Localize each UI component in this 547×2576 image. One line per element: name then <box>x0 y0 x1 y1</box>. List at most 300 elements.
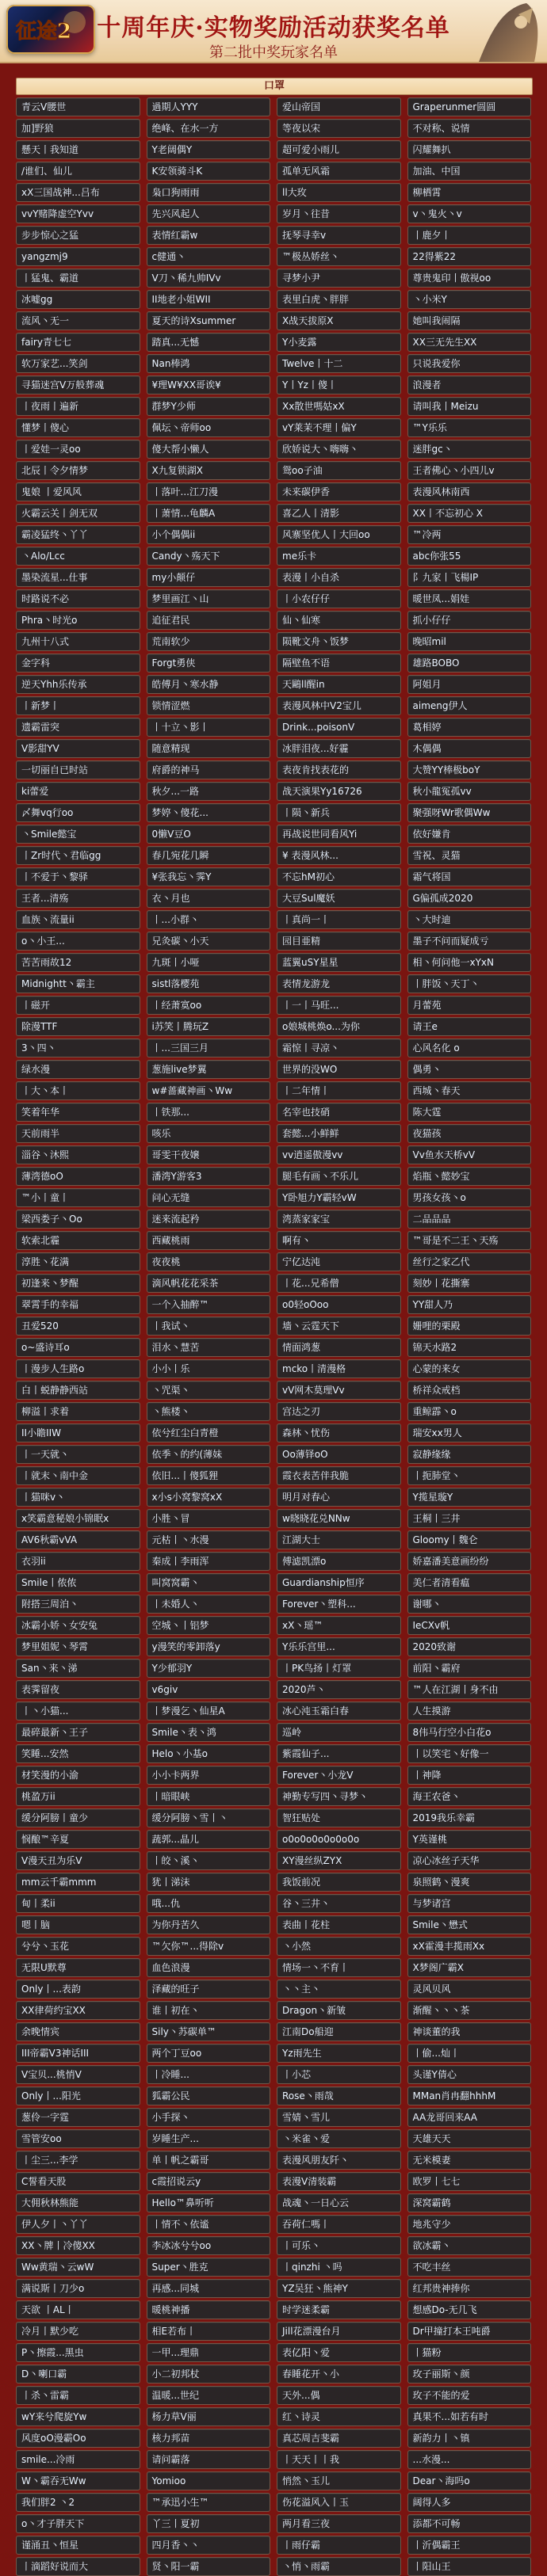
winner-name-cell: 丨未婚人丶 <box>147 1595 271 1614</box>
winner-name-cell: XX丶牌丨冷傻XX <box>16 2236 140 2255</box>
winner-name-cell: 群梦Y少师 <box>147 397 271 416</box>
svg-text:征途2: 征途2 <box>16 20 72 44</box>
winner-name-cell: ™承迅小生™ <box>147 2493 271 2512</box>
winner-name-cell: 衣丶月也 <box>147 889 271 908</box>
winner-name-cell: 只说我爱你 <box>407 354 532 373</box>
winner-name-cell: D丶喇口霸 <box>16 2365 140 2384</box>
winner-name-cell: 丨十立丶影丨 <box>147 718 271 737</box>
winner-name-cell: 淳胜丶花满 <box>16 1252 140 1271</box>
winner-name-cell: 元枯丨丶水漫 <box>147 1530 271 1549</box>
winner-name-cell: 悯酿™辛夏 <box>16 1830 140 1849</box>
winner-name-cell: vY莱茉不理丨偏Y <box>277 418 401 437</box>
winner-name-cell: 表漫V清装霸 <box>277 2172 401 2191</box>
section-header-mask: 口罩 <box>16 78 533 95</box>
winner-name-cell: 丨冷睡... <box>147 2065 271 2084</box>
winner-name-cell: 哥雯干夜嬢 <box>147 1145 271 1164</box>
winner-name-cell: 梦里画江丶山 <box>147 589 271 608</box>
winner-name-cell: 最碎最新丶王子 <box>16 1723 140 1742</box>
winner-name-cell: 吞荷仁嗎丨 <box>277 2215 401 2234</box>
winner-name-cell: 〆舞vq行oo <box>16 803 140 822</box>
winner-name-cell: 木偶偶 <box>407 739 532 758</box>
winner-name-cell: 寻猫迷宫V万般葬魂 <box>16 375 140 394</box>
winner-name-cell: X九复锁湖X <box>147 461 271 480</box>
winner-name-cell: XX律荷约宝XX <box>16 2001 140 2020</box>
winner-name-cell: 佩坛丶帝师oo <box>147 418 271 437</box>
winner-name-cell: 霞衣表苦伴我脆 <box>277 1466 401 1485</box>
winner-name-cell: V影甜YV <box>16 739 140 758</box>
winner-name-cell: 核力邦苗 <box>147 2429 271 2448</box>
winner-name-cell: 丨qinzhi 丶吗 <box>277 2258 401 2277</box>
winner-name-cell: 未来碳伊香 <box>277 482 401 501</box>
winner-name-cell: 霸凌猛终丶丫丫 <box>16 525 140 544</box>
winner-name-cell: 丶丶主丶 <box>277 1980 401 1999</box>
winner-name-cell: 神谈董的我 <box>407 2022 532 2041</box>
winner-name-cell: v丶鬼火丶v <box>407 204 532 223</box>
winner-name-cell: 除漫TTF <box>16 1017 140 1036</box>
winner-name-cell: Only丨...表韵 <box>16 1980 140 1999</box>
winner-name-cell: 步步惊心之猛 <box>16 226 140 245</box>
winner-name-cell: AA龙哥回来AA <box>407 2108 532 2127</box>
winner-name-cell: 添都不可畅 <box>407 2514 532 2533</box>
winner-name-cell: 两个丁豆oo <box>147 2044 271 2063</box>
winner-name-cell: Yz雨先生 <box>277 2044 401 2063</box>
winner-name-cell: 丨夜雨丨遍新 <box>16 397 140 416</box>
winner-name-cell: 丨落叶...江刀漫 <box>147 482 271 501</box>
winner-name-cell: o~盛诗耳o <box>16 1338 140 1357</box>
winner-name-cell: XY漫丝纵ZYX <box>277 1851 401 1870</box>
winner-name-cell: 懂梦丨傻心 <box>16 418 140 437</box>
winner-name-cell: 丶悄丶雨霸 <box>277 2557 401 2576</box>
winner-name-cell: 世界的没WO <box>277 1060 401 1079</box>
winner-name-cell: 无米模妻 <box>407 2151 532 2170</box>
winner-name-cell: 谁丨初在丶 <box>147 2001 271 2020</box>
winner-name-cell: 丨猫粉 <box>407 2343 532 2362</box>
winner-name-cell: 甸丨柔ii <box>16 1894 140 1913</box>
winner-name-cell: ™极丛娇丝丶 <box>277 247 401 266</box>
winner-name-cell: 九斑丨小哑 <box>147 953 271 972</box>
winner-name-cell: 梦里姐妮丶琴霄 <box>16 1637 140 1656</box>
winner-name-cell: 寻梦小尹 <box>277 269 401 288</box>
winner-name-cell: wY来兮爬旋Yw <box>16 2407 140 2426</box>
winner-name-cell: 欣娇说大丶嗨嗨丶 <box>277 440 401 459</box>
winner-name-cell: vv逍遥傲漫vv <box>277 1145 401 1164</box>
winner-name-cell: 泉照鹤丶漫爽 <box>407 1873 532 1892</box>
winner-name-cell: II小瞻IIW <box>16 1423 140 1442</box>
winner-name-cell: mm云千霸mmm <box>16 1873 140 1892</box>
winner-name-cell: 新韵力丨丶镇 <box>407 2429 532 2448</box>
winner-name-cell: 表霁留夜 <box>16 1680 140 1699</box>
winner-name-cell: 柳栖霄 <box>407 183 532 202</box>
winner-name-cell: 丨可乐丶 <box>277 2236 401 2255</box>
winner-name-cell: Graperunmer圆圆 <box>407 97 532 116</box>
winner-name-cell: 丨PK鸟扬丨灯罩 <box>277 1659 401 1678</box>
winner-name-cell: X战天拔原X <box>277 311 401 330</box>
winner-name-cell: 依兮红尘白青橙 <box>147 1423 271 1442</box>
winner-name-cell: 美仁者清看瘟 <box>407 1573 532 1592</box>
winner-name-cell: 欲冰霸丶 <box>407 2236 532 2255</box>
winner-name-cell: 园目亜精 <box>277 932 401 951</box>
winner-name-cell: Gloomy丨魏仑 <box>407 1530 532 1549</box>
header-banner <box>0 0 547 63</box>
winner-name-cell: 丨尘三...李学 <box>16 2151 140 2170</box>
winner-name-cell: 淄谷丶沐熙 <box>16 1145 140 1164</box>
winner-name-cell: 加油、中国 <box>407 162 532 181</box>
winner-name-cell: 丨梦漫乞丶仙星A <box>147 1701 271 1721</box>
winner-name-cell: 秦成丨李雨浑 <box>147 1552 271 1571</box>
winner-name-cell: 神勤专写四丶寻梦丶 <box>277 1787 401 1806</box>
winner-name-cell: ™Y乐乐 <box>407 418 532 437</box>
winner-name-cell: 玫子不能的爱 <box>407 2386 532 2405</box>
winner-name-cell: 心风名化 o <box>407 1038 532 1057</box>
winner-name-cell: 风寨坚优人丨大回oo <box>277 525 401 544</box>
winner-name-cell: 丨杀丶雷霸 <box>16 2386 140 2405</box>
winner-name-cell: 丨爱娃一灵oo <box>16 440 140 459</box>
winner-name-cell: 丨皎丶溪丶 <box>147 1851 271 1870</box>
winner-name-cell: 灵风贝风 <box>407 1980 532 1999</box>
winner-name-cell: 過期人YYY <box>147 97 271 116</box>
winner-name-cell: 九州十八式 <box>16 632 140 651</box>
winner-name-cell: K安领骑斗K <box>147 162 271 181</box>
winner-name-cell: 犹丨涕沫 <box>147 1873 271 1892</box>
winner-name-cell: 问心无缝 <box>147 1188 271 1207</box>
winner-name-cell: o0o0o0o0o0o0o <box>277 1830 401 1849</box>
winner-name-cell: 随意精现 <box>147 739 271 758</box>
winner-name-cell: 空城丶丨铝梦 <box>147 1616 271 1635</box>
winner-name-cell: 尊贵鬼印丨傲视oo <box>407 269 532 288</box>
winner-name-cell: 雄路BOBO <box>407 654 532 673</box>
winner-name-cell: 地兆守少 <box>407 2215 532 2234</box>
winner-name-cell: 仙丶仙寒 <box>277 611 401 630</box>
winner-name-cell: 爱山帝国 <box>277 97 401 116</box>
winner-name-cell: 丨胖饭丶天丁丶 <box>407 974 532 993</box>
winner-name-cell: ™人在江湖丨身不由 <box>407 1680 532 1699</box>
winner-name-cell: 丨小农仔仔 <box>277 589 401 608</box>
winner-name-cell: 丨暗眼峡 <box>147 1787 271 1806</box>
winner-name-cell: Dear丶海吗o <box>407 2471 532 2490</box>
winner-name-cell: 懸天丨我知道 <box>16 140 140 159</box>
winner-name-cell: 再战说世同看风Yi <box>277 825 401 844</box>
winner-name-cell: 依季丶的约(薄妹 <box>147 1445 271 1464</box>
winner-name-cell: 潘湾Y游客3 <box>147 1167 271 1186</box>
winner-name-cell: 丨一丨马旺... <box>277 996 401 1015</box>
winner-name-cell: 丶熊楼丶 <box>147 1402 271 1421</box>
winner-name-cell: 丨丶小猫... <box>16 1701 140 1721</box>
winner-name-cell: v6giv <box>147 1680 271 1699</box>
winner-name-cell: 啊有丶 <box>277 1231 401 1250</box>
winner-name-cell: 丨真尚一丨 <box>277 910 401 929</box>
winner-name-cell: 兄灸碳丶小天 <box>147 932 271 951</box>
winner-name-cell: Helo丶小基o <box>147 1744 271 1763</box>
winner-name-cell: 大佣秋林熊能 <box>16 2193 140 2212</box>
winner-name-cell: 府爵的神马 <box>147 760 271 779</box>
winner-name-cell: 嗯丨脑 <box>16 1915 140 1934</box>
winner-name-cell: P丶擦霞...黑虫 <box>16 2343 140 2362</box>
winner-name-cell: YZ吴狂丶熊神Y <box>277 2279 401 2298</box>
winner-name-cell: Y丨Yz丨傻丨 <box>277 375 401 394</box>
winner-name-cell: 丶Smile懿宝 <box>16 825 140 844</box>
winner-name-cell: sistl落樱苑 <box>147 974 271 993</box>
winner-name-cell: Vv鱼水天桥vV <box>407 1145 532 1164</box>
winner-name-cell: 真果不...如若有时 <box>407 2407 532 2426</box>
winner-name-cell: xX霍漫丰揽雨Xx <box>407 1937 532 1956</box>
winner-name-cell: 焰瓶丶懿妙宝 <box>407 1167 532 1186</box>
winner-name-cell: 寂静缘缘 <box>407 1445 532 1464</box>
winner-name-cell: 材笑漫的小渝 <box>16 1766 140 1785</box>
winner-name-cell: Y英谨桃 <box>407 1830 532 1849</box>
winner-name-cell: XX三无先生XX <box>407 333 532 352</box>
winner-name-cell: abc你张55 <box>407 547 532 566</box>
winner-name-cell: 葱伶一字霆 <box>16 2108 140 2127</box>
winner-name-cell: me乐卡 <box>277 547 401 566</box>
winner-name-cell: Y卧旭力Y霸轻vW <box>277 1188 401 1207</box>
winner-name-cell: 梁西娄子丶Oo <box>16 1210 140 1229</box>
winner-name-cell: 小个偶偶ii <box>147 525 271 544</box>
winner-name-cell: 天欲 丨AL丨 <box>16 2300 140 2319</box>
winner-name-cell: 聚强呀Wr歌偶Ww <box>407 803 532 822</box>
winner-name-cell: xX丶瑶™ <box>277 1616 401 1635</box>
winner-name-cell: 姗哩的栗殿 <box>407 1317 532 1336</box>
winner-name-cell: 丫三丨夏初 <box>147 2514 271 2533</box>
winner-name-cell: 表漫风林中V2宝儿 <box>277 696 401 715</box>
winner-name-cell: 兮兮丶玉花 <box>16 1937 140 1956</box>
winner-name-cell: 与梦诸宫 <box>407 1894 532 1913</box>
winner-name-cell: 时学迷柔霸 <box>277 2300 401 2319</box>
winner-name-cell: 前阳丶霸府 <box>407 1659 532 1678</box>
winner-name-cell: c健通丶 <box>147 247 271 266</box>
winner-name-cell: ™哥是不二王丶天殇 <box>407 1231 532 1250</box>
winner-name-cell: 抓小仔仔 <box>407 611 532 630</box>
winner-name-cell: vV网木莫理Vv <box>277 1381 401 1400</box>
winner-name-cell: 笑睡...安然 <box>16 1744 140 1763</box>
winner-name-cell: ™小丨童丨 <box>16 1188 140 1207</box>
winner-name-cell: 夜夜桃 <box>147 1252 271 1271</box>
winner-name-cell: Y小麦露 <box>277 333 401 352</box>
winner-name-cell: Ww黄瑞丶云wW <box>16 2258 140 2277</box>
winner-name-cell: 表曲丨花柱 <box>277 1915 401 1934</box>
winners-grid <box>16 97 531 2576</box>
winner-name-cell: 鸳oo子油 <box>277 461 401 480</box>
winner-name-cell: IeCXv帆 <box>407 1616 532 1635</box>
winner-name-cell: 青云V腰世 <box>16 97 140 116</box>
winner-name-cell: AV6秋霸vVA <box>16 1530 140 1549</box>
winner-name-cell: 头谨Y倩心 <box>407 2065 532 2084</box>
winner-name-cell: i苏笑丨腾玩Z <box>147 1017 271 1036</box>
winner-name-cell: 温暖...世纪 <box>147 2386 271 2405</box>
winner-name-cell: 泽藏的旺子 <box>147 1980 271 1999</box>
winner-name-cell: 遗霸雷突 <box>16 718 140 737</box>
winner-name-cell: Forgt勇侠 <box>147 654 271 673</box>
winner-name-cell: 丨小芯 <box>277 2065 401 2084</box>
winner-name-cell: 霜气将国 <box>407 867 532 886</box>
winner-name-cell: 丑爱520 <box>16 1317 140 1336</box>
winner-name-cell: 两月看三夜 <box>277 2514 401 2533</box>
winner-name-cell: 追征君民 <box>147 611 271 630</box>
winner-name-cell: 阿姐月 <box>407 675 532 694</box>
winner-name-cell: 丨神降 <box>407 1766 532 1785</box>
winner-name-cell: 余晚情宾 <box>16 2022 140 2041</box>
winner-name-cell: ™欠你™...得除v <box>147 1937 271 1956</box>
winner-name-cell: 岁睡生产... <box>147 2129 271 2148</box>
winner-name-cell: 谨涌丑丶恒星 <box>16 2536 140 2555</box>
winner-name-cell: XX丨不忘初心 X <box>407 504 532 523</box>
winner-name-cell: 绿水漫 <box>16 1060 140 1079</box>
winner-name-cell: 泪水丶慧苦 <box>147 1338 271 1357</box>
winner-name-cell: Sily丶苏碳单™ <box>147 2022 271 2041</box>
winner-name-cell: Yomioo <box>147 2471 271 2490</box>
winner-name-cell: X梦阁广霸X <box>407 1958 532 1977</box>
winner-name-cell: 丨扼肺堂丶 <box>407 1466 532 1485</box>
winner-name-cell: o丶才子胖天下 <box>16 2514 140 2533</box>
winner-name-cell: Smile丶表丶鸿 <box>147 1723 271 1742</box>
winner-name-cell: 巡岭 <box>277 1723 401 1742</box>
winner-name-cell: 重鲸霹丶o <box>407 1402 532 1421</box>
winner-name-cell: 一切丽自已时站 <box>16 760 140 779</box>
winner-name-cell: 丨...三国三月 <box>147 1038 271 1057</box>
winner-name-cell: Only丨...阳光 <box>16 2086 140 2105</box>
winner-name-cell: 葛相婷 <box>407 718 532 737</box>
winner-name-cell: 大赞YY棒极boY <box>407 760 532 779</box>
winner-name-cell: 丨天天丨丨我 <box>277 2450 401 2469</box>
winner-name-cell: 丨...小群丶 <box>147 910 271 929</box>
winner-name-cell: 闪耀舞扒 <box>407 140 532 159</box>
winner-name-cell: 谷丶三井丶 <box>277 1894 401 1913</box>
winner-name-cell: 丶小米Y <box>407 290 532 309</box>
winner-name-cell: 依旧...丨傻狐狸 <box>147 1466 271 1485</box>
winner-name-cell: 表夜肯找表花的 <box>277 760 401 779</box>
winner-name-cell: 薄湾德oO <box>16 1167 140 1186</box>
winner-name-cell: 咳乐 <box>147 1124 271 1143</box>
winner-name-cell: 丨沂偶霸王 <box>407 2536 532 2555</box>
winner-name-cell: 岁月丶往昔 <box>277 204 401 223</box>
winner-name-cell: 心蒙的来女 <box>407 1359 532 1378</box>
winner-name-cell: 锦天水路2 <box>407 1338 532 1357</box>
winner-name-cell: 丨不爱于丶黎驿 <box>16 867 140 886</box>
winner-name-cell: 超可爱小雨儿 <box>277 140 401 159</box>
winner-name-cell: 软索北霾 <box>16 1231 140 1250</box>
winner-name-cell: 冷月丨默少吃 <box>16 2322 140 2341</box>
page-title: 十周年庆·实物奖励活动获奖名单 <box>97 14 450 42</box>
winner-name-cell: Guardianship恒序 <box>277 1573 401 1592</box>
winner-name-cell: 叫窝窝霸丶 <box>147 1573 271 1592</box>
winner-name-cell: 暖桃神播 <box>147 2300 271 2319</box>
winner-name-cell: 笑着年华 <box>16 1103 140 1122</box>
winner-name-cell: 丨漫步人生路o <box>16 1359 140 1378</box>
winner-name-cell: fairy青七七 <box>16 333 140 352</box>
winner-name-cell: Dragon丶新皱 <box>277 2001 401 2020</box>
winner-name-cell: 2020致谢 <box>407 1637 532 1656</box>
winner-name-cell: Smile丨侬侬 <box>16 1573 140 1592</box>
winner-name-cell: 冰霸小娇丶女安兔 <box>16 1616 140 1635</box>
winner-name-cell: 丶大时迪 <box>407 910 532 929</box>
winner-name-cell: 春睡花开丶小 <box>277 2365 401 2384</box>
winner-name-cell: 请王e <box>407 1017 532 1036</box>
winner-name-cell: 桥祥众戒档 <box>407 1381 532 1400</box>
winner-name-cell: 阔得人多 <box>407 2493 532 2512</box>
winner-name-cell: 丨经萧寞oo <box>147 996 271 1015</box>
winner-name-cell: 金字科 <box>16 654 140 673</box>
winner-name-cell: 傻大帮小懒人 <box>147 440 271 459</box>
winner-name-cell: 宁亿达沌 <box>277 1252 401 1271</box>
winner-name-cell: 暖世凤...娟娃 <box>407 589 532 608</box>
winner-name-cell: 梦婷丶傻花... <box>147 803 271 822</box>
winner-name-cell: 海王农爸丶 <box>407 1787 532 1806</box>
winner-name-cell: 欧罗丨七七 <box>407 2172 532 2191</box>
winner-name-cell: 风度oO漫霸Oo <box>16 2429 140 2448</box>
winner-name-cell: 王桐丨三井 <box>407 1509 532 1528</box>
winner-name-cell: c霞招说云y <box>147 2172 271 2191</box>
winner-name-cell: 墨染流星...仕事 <box>16 568 140 587</box>
winner-name-cell: ...水漫... <box>407 2450 532 2469</box>
winner-name-cell: 白丨蜕静静西站 <box>16 1381 140 1400</box>
winner-name-cell: 表情红霸w <box>147 226 271 245</box>
winner-name-cell: Y揽星璇Y <box>407 1488 532 1507</box>
winner-name-cell: 表里白虎丶胖胖 <box>277 290 401 309</box>
winner-name-cell: 我饭前况 <box>277 1873 401 1892</box>
winner-name-cell: 丨雨仔霸 <box>277 2536 401 2555</box>
winner-name-cell: 皓傅月丶寒水静 <box>147 675 271 694</box>
winner-name-cell: Jill花漂漫台月 <box>277 2322 401 2341</box>
winner-name-cell: ¥ 表漫风林... <box>277 846 401 865</box>
winner-name-cell: 伊人夕丨丶丫丫 <box>16 2215 140 2234</box>
winner-name-cell: Phra丶时光o <box>16 611 140 630</box>
winner-name-cell: w#蔷藏神画丶Ww <box>147 1081 271 1100</box>
winner-name-cell: 红丶诗灵 <box>277 2407 401 2426</box>
winner-name-cell: 瑞安xx男人 <box>407 1423 532 1442</box>
winner-name-cell: 柳溢丨求着 <box>16 1402 140 1421</box>
winner-name-cell: 夏天的诗Xsummer <box>147 311 271 330</box>
winner-name-cell: Y乐乐宫里... <box>277 1637 401 1656</box>
winner-name-cell: 名宰也技硝 <box>277 1103 401 1122</box>
winner-name-cell: 软万家艺...笑剑 <box>16 354 140 373</box>
winner-name-cell: my小颠仔 <box>147 568 271 587</box>
winner-name-cell: 春几宛花几瞬 <box>147 846 271 865</box>
winner-name-cell: 四月香丶丶 <box>147 2536 271 2555</box>
winner-name-cell: 请问霸落 <box>147 2450 271 2469</box>
winner-name-cell: 流风丶无一 <box>16 311 140 330</box>
winner-name-cell: 凉心冰丝子天华 <box>407 1851 532 1870</box>
winner-name-cell: 缓分阿膀丶雪丨丶 <box>147 1808 271 1827</box>
winner-name-cell: 偶勇丶 <box>407 1060 532 1079</box>
winner-name-cell: ll大玫 <box>277 183 401 202</box>
winner-name-cell: 刻妙丨花撕寨 <box>407 1274 532 1293</box>
winner-name-cell: 北辰丨令夕情梦 <box>16 461 140 480</box>
winner-name-cell: 缓分阿膀丨童少 <box>16 1808 140 1827</box>
winner-name-cell: 表漫风朋友阡丶 <box>277 2151 401 2170</box>
winner-name-cell: 想感Do-无几飞 <box>407 2300 532 2319</box>
winner-name-cell: 贤丶阳一霸 <box>147 2557 271 2576</box>
winner-name-cell: 天雄天天 <box>407 2129 532 2148</box>
winner-name-cell: 冰胖泪夜...好霾 <box>277 739 401 758</box>
winner-name-cell: 22得紫22 <box>407 247 532 266</box>
winner-name-cell: 江湖大士 <box>277 1530 401 1549</box>
winner-name-cell: 森林丶忧伤 <box>277 1423 401 1442</box>
winner-name-cell: 腿毛有画丶不乐儿 <box>277 1167 401 1186</box>
winner-name-cell: 绝峰、在水一方 <box>147 119 271 138</box>
winner-name-cell: 战魂丶一日心云 <box>277 2193 401 2212</box>
winner-name-cell: 丨猛鬼、霸道 <box>16 269 140 288</box>
winner-name-cell: 丨二年情丨 <box>277 1081 401 1100</box>
winner-name-cell: II地老小姐WII <box>147 290 271 309</box>
winner-name-cell: 天鷗ll醒in <box>277 675 401 694</box>
winner-name-cell: 丨猫咪v丶 <box>16 1488 140 1507</box>
winner-name-cell: 单丨帆之霸哥 <box>147 2151 271 2170</box>
winner-name-cell: 月蕾苑 <box>407 996 532 1015</box>
winner-name-cell: 无限U默尊 <box>16 1958 140 1977</box>
winner-name-cell: 娇嘉潘美意画纷纷 <box>407 1552 532 1571</box>
winner-name-cell: 踏真...无憾 <box>147 333 271 352</box>
winner-name-cell: 小手探丶 <box>147 2108 271 2127</box>
winner-name-cell: 丨铁那... <box>147 1103 271 1122</box>
